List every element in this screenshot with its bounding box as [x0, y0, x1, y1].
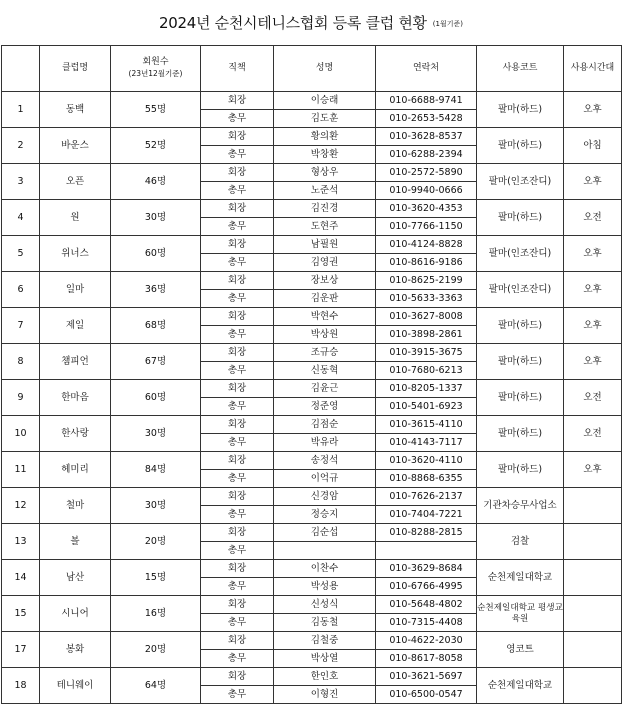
club-members: 36명	[111, 272, 201, 308]
page-title: 2024년 순천시테니스협회 등록 클럽 현황	[159, 14, 427, 32]
club-name: 오픈	[40, 164, 111, 200]
club-time: 오전	[564, 200, 622, 236]
officer-phone: 010-6500-0547	[376, 686, 477, 704]
officer-role: 총무	[201, 290, 274, 308]
officer-role: 총무	[201, 686, 274, 704]
officer-name: 이찬수	[274, 560, 376, 578]
table-row	[2, 488, 622, 506]
table-row	[2, 272, 622, 290]
officer-phone: 010-6688-9741	[376, 92, 477, 110]
club-name: 챔피언	[40, 344, 111, 380]
officer-role: 회장	[201, 452, 274, 470]
officer-name: 정승지	[274, 506, 376, 524]
officer-phone: 010-3620-4353	[376, 200, 477, 218]
officer-name: 이형진	[274, 686, 376, 704]
table-row	[2, 596, 622, 614]
officer-name: 김도훈	[274, 110, 376, 128]
club-members: 20명	[111, 632, 201, 668]
officer-role: 회장	[201, 344, 274, 362]
club-court: 팔마(하드)	[477, 380, 564, 416]
officer-role: 회장	[201, 236, 274, 254]
officer-phone: 010-5648-4802	[376, 596, 477, 614]
officer-name: 신성식	[274, 596, 376, 614]
club-name: 제일	[40, 308, 111, 344]
club-no: 5	[2, 236, 40, 272]
club-name: 봉화	[40, 632, 111, 668]
officer-name: 박현수	[274, 308, 376, 326]
club-name: 테니웨이	[40, 668, 111, 704]
club-no: 14	[2, 560, 40, 596]
club-name: 위너스	[40, 236, 111, 272]
officer-role: 총무	[201, 650, 274, 668]
officer-phone: 010-7404-7221	[376, 506, 477, 524]
header-contact: 연락처	[376, 46, 477, 92]
club-table-body	[2, 92, 622, 704]
club-court: 검찰	[477, 524, 564, 560]
club-members: 60명	[111, 236, 201, 272]
officer-role: 회장	[201, 596, 274, 614]
club-court: 팔마(하드)	[477, 200, 564, 236]
club-name: 철마	[40, 488, 111, 524]
table-row	[2, 668, 622, 686]
officer-phone: 010-3627-8008	[376, 308, 477, 326]
club-court: 팔마(하드)	[477, 452, 564, 488]
table-row	[2, 92, 622, 110]
officer-role: 총무	[201, 182, 274, 200]
officer-name: 황의환	[274, 128, 376, 146]
club-members: 16명	[111, 596, 201, 632]
officer-name: 박창환	[274, 146, 376, 164]
officer-phone: 010-2653-5428	[376, 110, 477, 128]
header-members-line2: (23년12월기준)	[128, 69, 183, 78]
officer-role: 회장	[201, 524, 274, 542]
officer-phone: 010-7766-1150	[376, 218, 477, 236]
officer-phone: 010-3898-2861	[376, 326, 477, 344]
officer-name: 한인호	[274, 668, 376, 686]
table-row	[2, 344, 622, 362]
officer-role: 총무	[201, 362, 274, 380]
officer-name: 신동혁	[274, 362, 376, 380]
header-members	[111, 46, 201, 92]
officer-name	[274, 542, 376, 560]
club-time	[564, 488, 622, 524]
club-time: 아침	[564, 128, 622, 164]
club-time	[564, 668, 622, 704]
club-time: 오후	[564, 344, 622, 380]
table-row	[2, 200, 622, 218]
officer-role: 회장	[201, 488, 274, 506]
officer-name: 형상우	[274, 164, 376, 182]
table-row	[2, 452, 622, 470]
officer-role: 회장	[201, 272, 274, 290]
club-no: 7	[2, 308, 40, 344]
officer-phone: 010-3629-8684	[376, 560, 477, 578]
officer-role: 총무	[201, 146, 274, 164]
club-time	[564, 632, 622, 668]
header-time: 사용시간대	[564, 46, 622, 92]
officer-role: 총무	[201, 254, 274, 272]
officer-name: 도현주	[274, 218, 376, 236]
club-members: 68명	[111, 308, 201, 344]
officer-phone: 010-8625-2199	[376, 272, 477, 290]
club-members: 55명	[111, 92, 201, 128]
officer-name: 김순섭	[274, 524, 376, 542]
club-court: 기관차승무사업소	[477, 488, 564, 524]
title-area	[0, 0, 622, 44]
officer-role: 총무	[201, 614, 274, 632]
table-row	[2, 236, 622, 254]
header-club: 클럽명	[40, 46, 111, 92]
officer-name: 이억규	[274, 470, 376, 488]
officer-phone: 010-8205-1337	[376, 380, 477, 398]
table-row	[2, 416, 622, 434]
officer-name: 조규승	[274, 344, 376, 362]
club-no: 12	[2, 488, 40, 524]
club-no: 10	[2, 416, 40, 452]
officer-phone: 010-3915-3675	[376, 344, 477, 362]
officer-role: 총무	[201, 218, 274, 236]
club-court: 팔마(인조잔디)	[477, 236, 564, 272]
officer-name: 김철중	[274, 632, 376, 650]
club-time	[564, 524, 622, 560]
club-time: 오후	[564, 452, 622, 488]
club-members: 20명	[111, 524, 201, 560]
officer-phone: 010-7626-2137	[376, 488, 477, 506]
club-time: 오전	[564, 380, 622, 416]
officer-phone: 010-7680-6213	[376, 362, 477, 380]
header-no	[2, 46, 40, 92]
officer-phone: 010-8617-8058	[376, 650, 477, 668]
officer-phone: 010-6288-2394	[376, 146, 477, 164]
club-court: 팔마(하드)	[477, 344, 564, 380]
officer-phone: 010-8868-6355	[376, 470, 477, 488]
club-name: 한마음	[40, 380, 111, 416]
club-time: 오전	[564, 416, 622, 452]
officer-phone: 010-5401-6923	[376, 398, 477, 416]
club-no: 9	[2, 380, 40, 416]
officer-name: 박상원	[274, 326, 376, 344]
officer-name: 김동철	[274, 614, 376, 632]
club-court: 팔마(인조잔디)	[477, 164, 564, 200]
officer-name: 박성용	[274, 578, 376, 596]
officer-name: 김운판	[274, 290, 376, 308]
club-name: 일마	[40, 272, 111, 308]
officer-phone: 010-4622-2030	[376, 632, 477, 650]
officer-phone: 010-3628-8537	[376, 128, 477, 146]
club-no: 17	[2, 632, 40, 668]
officer-role: 회장	[201, 200, 274, 218]
header-row	[2, 46, 622, 92]
club-members: 84명	[111, 452, 201, 488]
officer-role: 회장	[201, 416, 274, 434]
officer-role: 총무	[201, 542, 274, 560]
subtitle-note: (1월기준)	[432, 19, 463, 28]
header-position: 직책	[201, 46, 274, 92]
club-name: 헤미리	[40, 452, 111, 488]
club-members: 46명	[111, 164, 201, 200]
officer-phone: 010-9940-0666	[376, 182, 477, 200]
officer-name: 이승래	[274, 92, 376, 110]
officer-name: 송정석	[274, 452, 376, 470]
club-members: 30명	[111, 488, 201, 524]
officer-phone: 010-3620-4110	[376, 452, 477, 470]
club-court: 팔마(하드)	[477, 308, 564, 344]
club-court: 팔마(인조잔디)	[477, 272, 564, 308]
club-no: 11	[2, 452, 40, 488]
table-row	[2, 308, 622, 326]
club-time: 오후	[564, 164, 622, 200]
officer-phone: 010-3615-4110	[376, 416, 477, 434]
officer-role: 총무	[201, 434, 274, 452]
club-no: 1	[2, 92, 40, 128]
officer-phone: 010-2572-5890	[376, 164, 477, 182]
officer-phone: 010-6766-4995	[376, 578, 477, 596]
club-name: 한사랑	[40, 416, 111, 452]
club-no: 13	[2, 524, 40, 560]
officer-name: 김점순	[274, 416, 376, 434]
club-members: 30명	[111, 200, 201, 236]
table-row	[2, 632, 622, 650]
club-no: 4	[2, 200, 40, 236]
table-row	[2, 164, 622, 182]
officer-role: 회장	[201, 308, 274, 326]
officer-role: 총무	[201, 470, 274, 488]
club-members: 67명	[111, 344, 201, 380]
officer-name: 정준영	[274, 398, 376, 416]
table-row	[2, 524, 622, 542]
club-name: 시니어	[40, 596, 111, 632]
club-no: 6	[2, 272, 40, 308]
officer-name: 노준석	[274, 182, 376, 200]
officer-phone: 010-8616-9186	[376, 254, 477, 272]
officer-name: 김진경	[274, 200, 376, 218]
officer-role: 총무	[201, 398, 274, 416]
officer-name: 박유라	[274, 434, 376, 452]
club-court: 팔마(하드)	[477, 128, 564, 164]
officer-phone: 010-4124-8828	[376, 236, 477, 254]
officer-role: 총무	[201, 110, 274, 128]
header-name: 성명	[274, 46, 376, 92]
officer-phone	[376, 542, 477, 560]
header-court: 사용코트	[477, 46, 564, 92]
officer-phone: 010-4143-7117	[376, 434, 477, 452]
officer-phone: 010-3621-5697	[376, 668, 477, 686]
officer-name: 남필원	[274, 236, 376, 254]
officer-name: 박상열	[274, 650, 376, 668]
club-members: 30명	[111, 416, 201, 452]
officer-name: 장보상	[274, 272, 376, 290]
officer-phone: 010-7315-4408	[376, 614, 477, 632]
officer-role: 회장	[201, 164, 274, 182]
officer-phone: 010-8288-2815	[376, 524, 477, 542]
table-row	[2, 380, 622, 398]
club-name: 바운스	[40, 128, 111, 164]
club-name: 원	[40, 200, 111, 236]
officer-phone: 010-5633-3363	[376, 290, 477, 308]
club-name: 볼	[40, 524, 111, 560]
club-time: 오후	[564, 308, 622, 344]
club-time	[564, 560, 622, 596]
club-table	[1, 45, 622, 704]
club-court: 순천제일대학교	[477, 560, 564, 596]
club-members: 52명	[111, 128, 201, 164]
club-name: 남산	[40, 560, 111, 596]
header-members-line1: 회원수	[142, 57, 169, 67]
club-court: 팔마(하드)	[477, 416, 564, 452]
club-no: 3	[2, 164, 40, 200]
club-members: 60명	[111, 380, 201, 416]
club-time: 오후	[564, 272, 622, 308]
club-no: 8	[2, 344, 40, 380]
officer-role: 회장	[201, 380, 274, 398]
club-court: 영코트	[477, 632, 564, 668]
club-members: 64명	[111, 668, 201, 704]
club-court: 팔마(하드)	[477, 92, 564, 128]
officer-role: 회장	[201, 92, 274, 110]
club-no: 15	[2, 596, 40, 632]
club-name: 동백	[40, 92, 111, 128]
club-no: 18	[2, 668, 40, 704]
club-time: 오후	[564, 236, 622, 272]
officer-role: 총무	[201, 506, 274, 524]
officer-role: 회장	[201, 560, 274, 578]
club-court: 순천제일대학교 평생교육원	[477, 596, 564, 632]
officer-role: 회장	[201, 668, 274, 686]
club-time: 오후	[564, 92, 622, 128]
officer-role: 총무	[201, 326, 274, 344]
club-court: 순천제일대학교	[477, 668, 564, 704]
table-row	[2, 560, 622, 578]
officer-role: 회장	[201, 632, 274, 650]
club-members: 15명	[111, 560, 201, 596]
officer-name: 김영권	[274, 254, 376, 272]
table-row	[2, 128, 622, 146]
club-no: 2	[2, 128, 40, 164]
officer-role: 총무	[201, 578, 274, 596]
officer-role: 회장	[201, 128, 274, 146]
officer-name: 신경암	[274, 488, 376, 506]
officer-name: 김윤근	[274, 380, 376, 398]
club-time	[564, 596, 622, 632]
